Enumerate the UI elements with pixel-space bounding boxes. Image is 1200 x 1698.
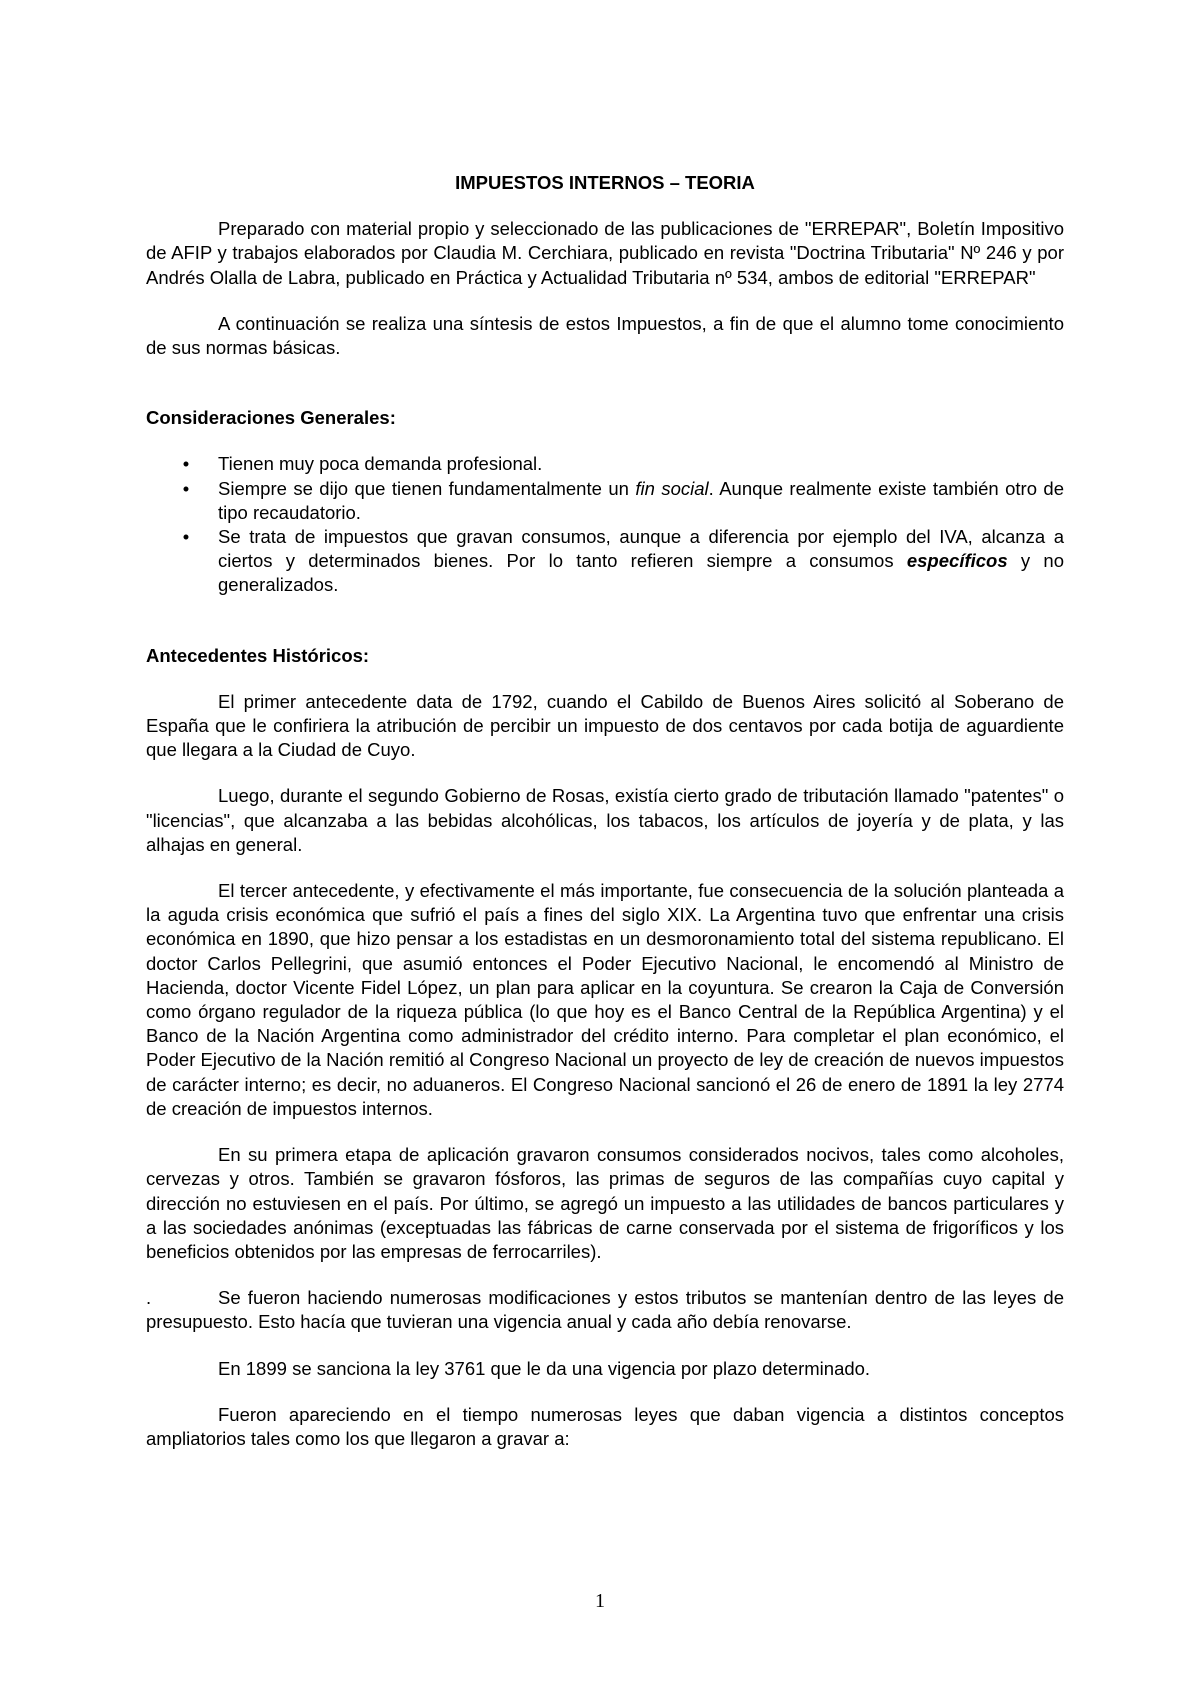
bullet-icon: •	[182, 453, 190, 475]
general-considerations-list	[146, 452, 1064, 597]
emphasis-fin-social: fin social	[635, 477, 709, 499]
list-item-text-after: . Aunque realmente existe también otro de tipo recaudatorio.	[218, 477, 1065, 523]
list-item	[146, 525, 1064, 598]
section-heading-history: Antecedentes Históricos:	[146, 644, 370, 666]
bullet-icon: •	[182, 526, 190, 548]
history-paragraph-1792: El primer antecedente data de 1792, cuando el Cabildo de Buenos Aires solicitó al Soberano de España que le confiriera la atribución de percibir un impuesto de dos centavos por cada botija de aguardiente que llegara a la Ciudad de Cuyo.	[146, 690, 1064, 761]
modifications-text: Se fueron haciendo numerosas modificaciones y estos tributos se mantenían dentro de las leyes de presupuesto. Esto hacía que tuvieran una vigencia anual y cada año debía renovarse.	[146, 1287, 1064, 1333]
list-item	[146, 477, 1064, 525]
list-item-text-before: Se trata de impuestos que gravan consumos, aunque a diferencia por ejemplo del IVA, alcanza a ciertos y determinados bienes. Por lo tanto refieren siempre a consumos	[218, 526, 1064, 572]
stray-dot: .	[146, 1287, 152, 1309]
history-paragraph-rosas: Luego, durante el segundo Gobierno de Rosas, existía cierto grado de tributación llamado "patentes" o "licencias", que alcanzaba a las bebidas alcohólicas, los tabacos, los artículos de joyería y de plata, y las alhajas en general.	[146, 785, 1064, 855]
list-item-text-before: Siempre se dijo que tienen fundamentalmente un	[218, 477, 636, 499]
history-paragraph-first-stage: En su primera etapa de aplicación gravaron consumos considerados nocivos, tales como alcoholes, cervezas y otros. También se gravaron fósforos, las primas de seguros de las compañías cuyo capital y dirección no estuviesen en el país. Por último, se agregó un impuesto a las utilidades de bancos particulares y a las sociedades anónimas (exceptuadas las fábricas de carne conservada por el sistema de frigoríficos y los beneficios obtenidos por las empresas de ferrocarriles).	[146, 1144, 1064, 1262]
list-item-text-after: y no generalizados.	[218, 550, 1064, 596]
intro-paragraph-sources: Preparado con material propio y seleccionado de las publicaciones de "ERREPAR", Boletín Impositivo de AFIP y trabajos elaborados por Claudia M. Cerchiara, publicado en revista "Doctrina Tributaria" Nº 246 y por Andrés Olalla de Labra, publicado en Práctica y Actualidad Tributaria nº 534, ambos de editorial "ERREPAR"	[146, 218, 1064, 288]
bullet-icon: •	[182, 477, 190, 499]
list-item	[146, 452, 1064, 476]
section-heading-general: Consideraciones Generales:	[146, 407, 396, 429]
intro-paragraph-synthesis: A continuación se realiza una síntesis de estos Impuestos, a fin de que el alumno tome conocimiento de sus normas básicas.	[146, 312, 1064, 359]
emphasis-especificos: específicos	[906, 550, 1008, 572]
list-item-text: Tienen muy poca demanda profesional.	[218, 453, 543, 475]
history-paragraph-crisis: El tercer antecedente, y efectivamente el más importante, fue consecuencia de la solución planteada a la aguda crisis económica que sufrió el país a fines del siglo XIX. La Argentina tuvo que enfrentar una crisis económica en 1890, que hizo pensar a los estadistas en un desmoronamiento total del sistema republicano. El doctor Carlos Pellegrini, que asumió entonces el Poder Ejecutivo Nacional, le encomendó al Ministro de Hacienda, doctor Vicente Fidel López, un plan para aplicar en la coyuntura. Se crearon la Caja de Conversión como órgano regulador de la riqueza pública (lo que hoy es el Banco Central de la República Argentina) y el Banco de la Nación Argentina como administrador del crédito interno. Para completar el plan económico, el Poder Ejecutivo de la Nación remitió al Congreso Nacional un proyecto de ley de creación de nuevos impuestos de carácter interno; es decir, no aduaneros. El Congreso Nacional sancionó el 26 de enero de 1891 la ley 2774 de creación de impuestos internos.	[146, 880, 1064, 1119]
history-paragraph-modifications	[146, 1286, 1064, 1334]
document-body	[146, 171, 1064, 1473]
document-title: IMPUESTOS INTERNOS – TEORIA	[455, 172, 755, 193]
history-paragraph-laws: Fueron apareciendo en el tiempo numerosas leyes que daban vigencia a distintos conceptos ampliatorios tales como los que llegaron a gravar a:	[146, 1403, 1064, 1449]
page-number: 1	[595, 1590, 605, 1612]
history-paragraph-1899: En 1899 se sanciona la ley 3761 que le da una vigencia por plazo determinado.	[218, 1357, 871, 1379]
